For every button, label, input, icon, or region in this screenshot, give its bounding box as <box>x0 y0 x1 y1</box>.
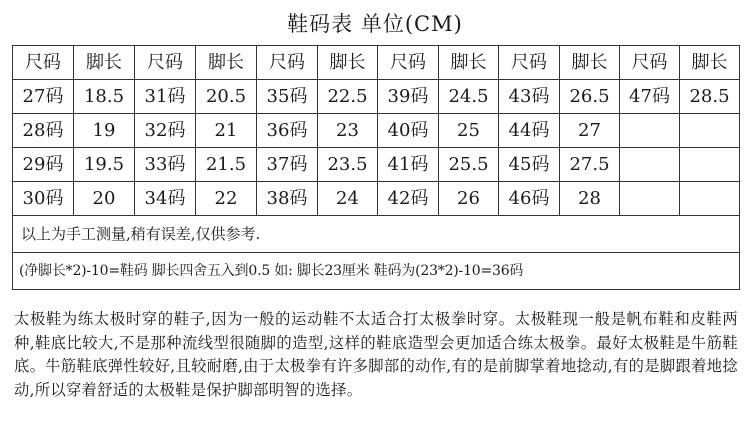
formula-row <box>13 253 740 290</box>
size-chart <box>12 45 739 290</box>
length-cell: 18.5 <box>74 80 135 114</box>
size-cell: 28码 <box>13 114 74 148</box>
size-cell: 42码 <box>378 182 439 216</box>
table-row <box>13 80 740 114</box>
length-cell: 23 <box>318 114 378 148</box>
length-cell: 25.5 <box>439 148 499 182</box>
header-cell: 尺码 <box>499 46 560 80</box>
disclaimer-note: 以上为手工测量,稍有误差,仅供参考. <box>13 216 740 253</box>
length-cell: 27.5 <box>560 148 620 182</box>
description-paragraph: 太极鞋为练太极时穿的鞋子,因为一般的运动鞋不太适合打太极拳时穿。太极鞋现一般是帆布鞋和皮鞋两种,鞋底比较大,不是那种流线型很随脚的造型,这样的鞋底造型会更加适合练太极拳。最好太极鞋是牛筋鞋底。牛筋鞋底弹性较好,且较耐磨,由于太极拳有许多脚部的动作,有的是前脚掌着地捻动,有的是脚跟着地捻动,所以穿着舒适的太极鞋是保护脚部明智的选择。 <box>14 310 738 399</box>
header-cell: 尺码 <box>135 46 196 80</box>
length-cell <box>680 114 740 148</box>
length-cell: 24 <box>318 182 378 216</box>
size-cell: 38码 <box>257 182 318 216</box>
disclaimer-row <box>13 216 740 253</box>
size-cell: 47码 <box>620 80 680 114</box>
page-title: 鞋码表 单位(CM) <box>287 12 463 36</box>
size-cell: 44码 <box>499 114 560 148</box>
header-cell: 尺码 <box>620 46 680 80</box>
size-cell: 34码 <box>135 182 196 216</box>
size-cell: 33码 <box>135 148 196 182</box>
length-cell: 23.5 <box>318 148 378 182</box>
length-cell: 21.5 <box>196 148 257 182</box>
length-cell: 26 <box>439 182 499 216</box>
length-cell <box>680 148 740 182</box>
length-cell: 21 <box>196 114 257 148</box>
length-cell <box>680 182 740 216</box>
length-cell: 28 <box>560 182 620 216</box>
length-cell: 28.5 <box>680 80 740 114</box>
size-table <box>12 45 740 290</box>
header-cell: 脚长 <box>680 46 740 80</box>
length-cell: 22.5 <box>318 80 378 114</box>
size-cell <box>620 148 680 182</box>
length-cell: 19.5 <box>74 148 135 182</box>
size-cell: 41码 <box>378 148 439 182</box>
length-cell: 20.5 <box>196 80 257 114</box>
header-cell: 尺码 <box>378 46 439 80</box>
length-cell: 22 <box>196 182 257 216</box>
length-cell: 26.5 <box>560 80 620 114</box>
table-row <box>13 148 740 182</box>
length-cell: 20 <box>74 182 135 216</box>
formula-note: (净脚长*2)-10=鞋码 脚长四舍五入到0.5 如: 脚长23厘米 鞋码为(23*2)-10=36码 <box>13 253 740 290</box>
size-cell: 46码 <box>499 182 560 216</box>
size-cell: 36码 <box>257 114 318 148</box>
length-cell: 27 <box>560 114 620 148</box>
size-cell: 27码 <box>13 80 74 114</box>
size-cell: 37码 <box>257 148 318 182</box>
size-cell: 32码 <box>135 114 196 148</box>
size-cell: 45码 <box>499 148 560 182</box>
header-cell: 脚长 <box>318 46 378 80</box>
length-cell: 19 <box>74 114 135 148</box>
size-cell: 40码 <box>378 114 439 148</box>
table-row <box>13 114 740 148</box>
size-cell <box>620 182 680 216</box>
size-cell: 31码 <box>135 80 196 114</box>
header-cell: 脚长 <box>439 46 499 80</box>
size-cell <box>620 114 680 148</box>
size-cell: 39码 <box>378 80 439 114</box>
size-cell: 43码 <box>499 80 560 114</box>
header-cell: 脚长 <box>196 46 257 80</box>
length-cell: 24.5 <box>439 80 499 114</box>
header-cell: 脚长 <box>74 46 135 80</box>
header-cell: 尺码 <box>257 46 318 80</box>
header-cell: 尺码 <box>13 46 74 80</box>
length-cell: 25 <box>439 114 499 148</box>
size-cell: 35码 <box>257 80 318 114</box>
header-row <box>13 46 740 80</box>
size-cell: 29码 <box>13 148 74 182</box>
size-cell: 30码 <box>13 182 74 216</box>
header-cell: 脚长 <box>560 46 620 80</box>
table-row <box>13 182 740 216</box>
